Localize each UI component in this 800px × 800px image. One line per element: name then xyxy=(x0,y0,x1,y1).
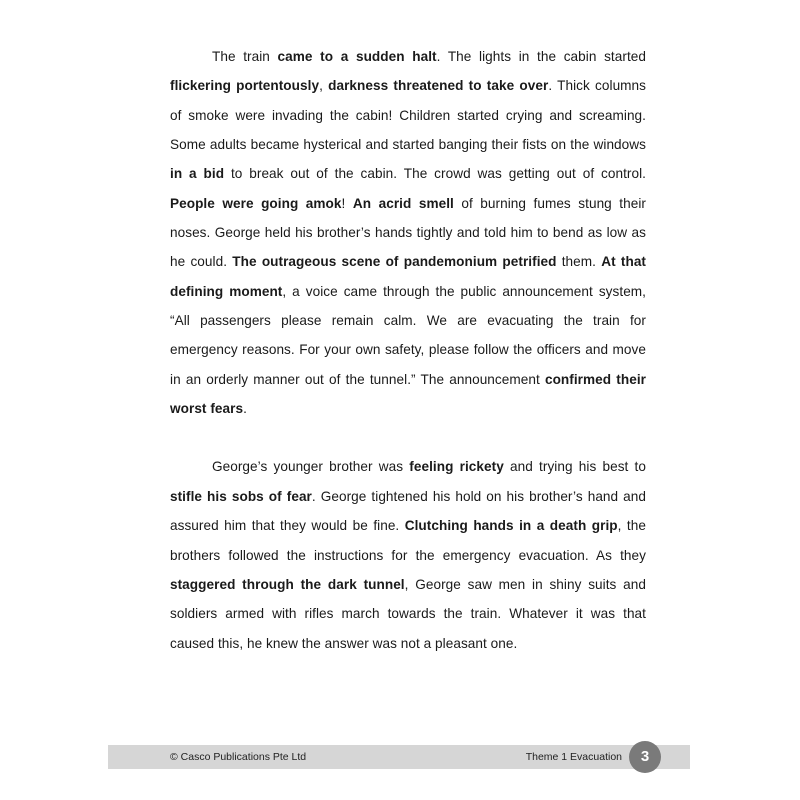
story-body xyxy=(170,42,646,658)
text-run: The train xyxy=(212,49,278,64)
bold-phrase: The outrageous scene of pandemonium petrified xyxy=(232,254,557,270)
paragraph-2 xyxy=(170,452,646,657)
page-footer xyxy=(108,745,690,769)
text-run: , xyxy=(319,78,329,94)
text-run: of burning fumes stung their noses. George held his brother’s hands tightly and told him to bend as low as he could. xyxy=(170,195,646,270)
bold-phrase: darkness threatened to take over xyxy=(328,78,549,94)
bold-phrase: feeling rickety xyxy=(409,459,504,475)
text-run: . George tightened his hold on his brother’s hand and assured him that they would be fine. xyxy=(170,488,646,534)
text-run: . Thick columns of smoke were invading the cabin! Children started crying and screaming. Some adults became hysterical and started banging their fists on the windows xyxy=(170,78,647,153)
bold-phrase: in a bid xyxy=(170,166,225,182)
bold-phrase: At that defining moment xyxy=(170,254,647,299)
paragraph-1 xyxy=(170,42,646,423)
bold-phrase: flickering portentously xyxy=(170,78,320,94)
text-run: them. xyxy=(556,254,602,270)
bold-phrase: People were going amok xyxy=(170,195,342,211)
theme-label: Theme 1 Evacuation xyxy=(525,751,622,763)
bold-phrase: Clutching hands in a death grip xyxy=(404,518,618,534)
bold-phrase: An acrid smell xyxy=(352,195,454,211)
text-run: ! xyxy=(341,195,353,211)
text-run: and trying his best to xyxy=(503,459,646,475)
bold-phrase: staggered through the dark tunnel xyxy=(170,576,405,592)
text-run: , George saw men in shiny suits and soldiers armed with rifles march towards the train. Whatever it was that caused this, he knew the answer was not a pleasant one. xyxy=(170,576,646,651)
text-run: , the brothers followed the instructions for the emergency evacuation. As they xyxy=(170,518,646,563)
text-run: , a voice came through the public announcement system, “All passengers please remain calm. We are evacuating the train for emergency reasons. For your own safety, please follow the officers and move in an orderly manner out of the tunnel.” The announcement xyxy=(170,283,647,387)
bold-phrase: came to a sudden halt xyxy=(277,49,437,64)
text-run: . The lights in the cabin started xyxy=(436,49,646,64)
text-run: . xyxy=(243,401,247,417)
text-run: George’s younger brother was xyxy=(212,459,410,475)
copyright-text: © Casco Publications Pte Ltd xyxy=(170,751,307,763)
bold-phrase: stifle his sobs of fear xyxy=(170,488,312,504)
page-number-badge: 3 xyxy=(629,741,661,773)
bold-phrase: confirmed their worst fears xyxy=(170,371,646,417)
text-run: to break out of the cabin. The crowd was getting out of control. xyxy=(224,166,646,182)
